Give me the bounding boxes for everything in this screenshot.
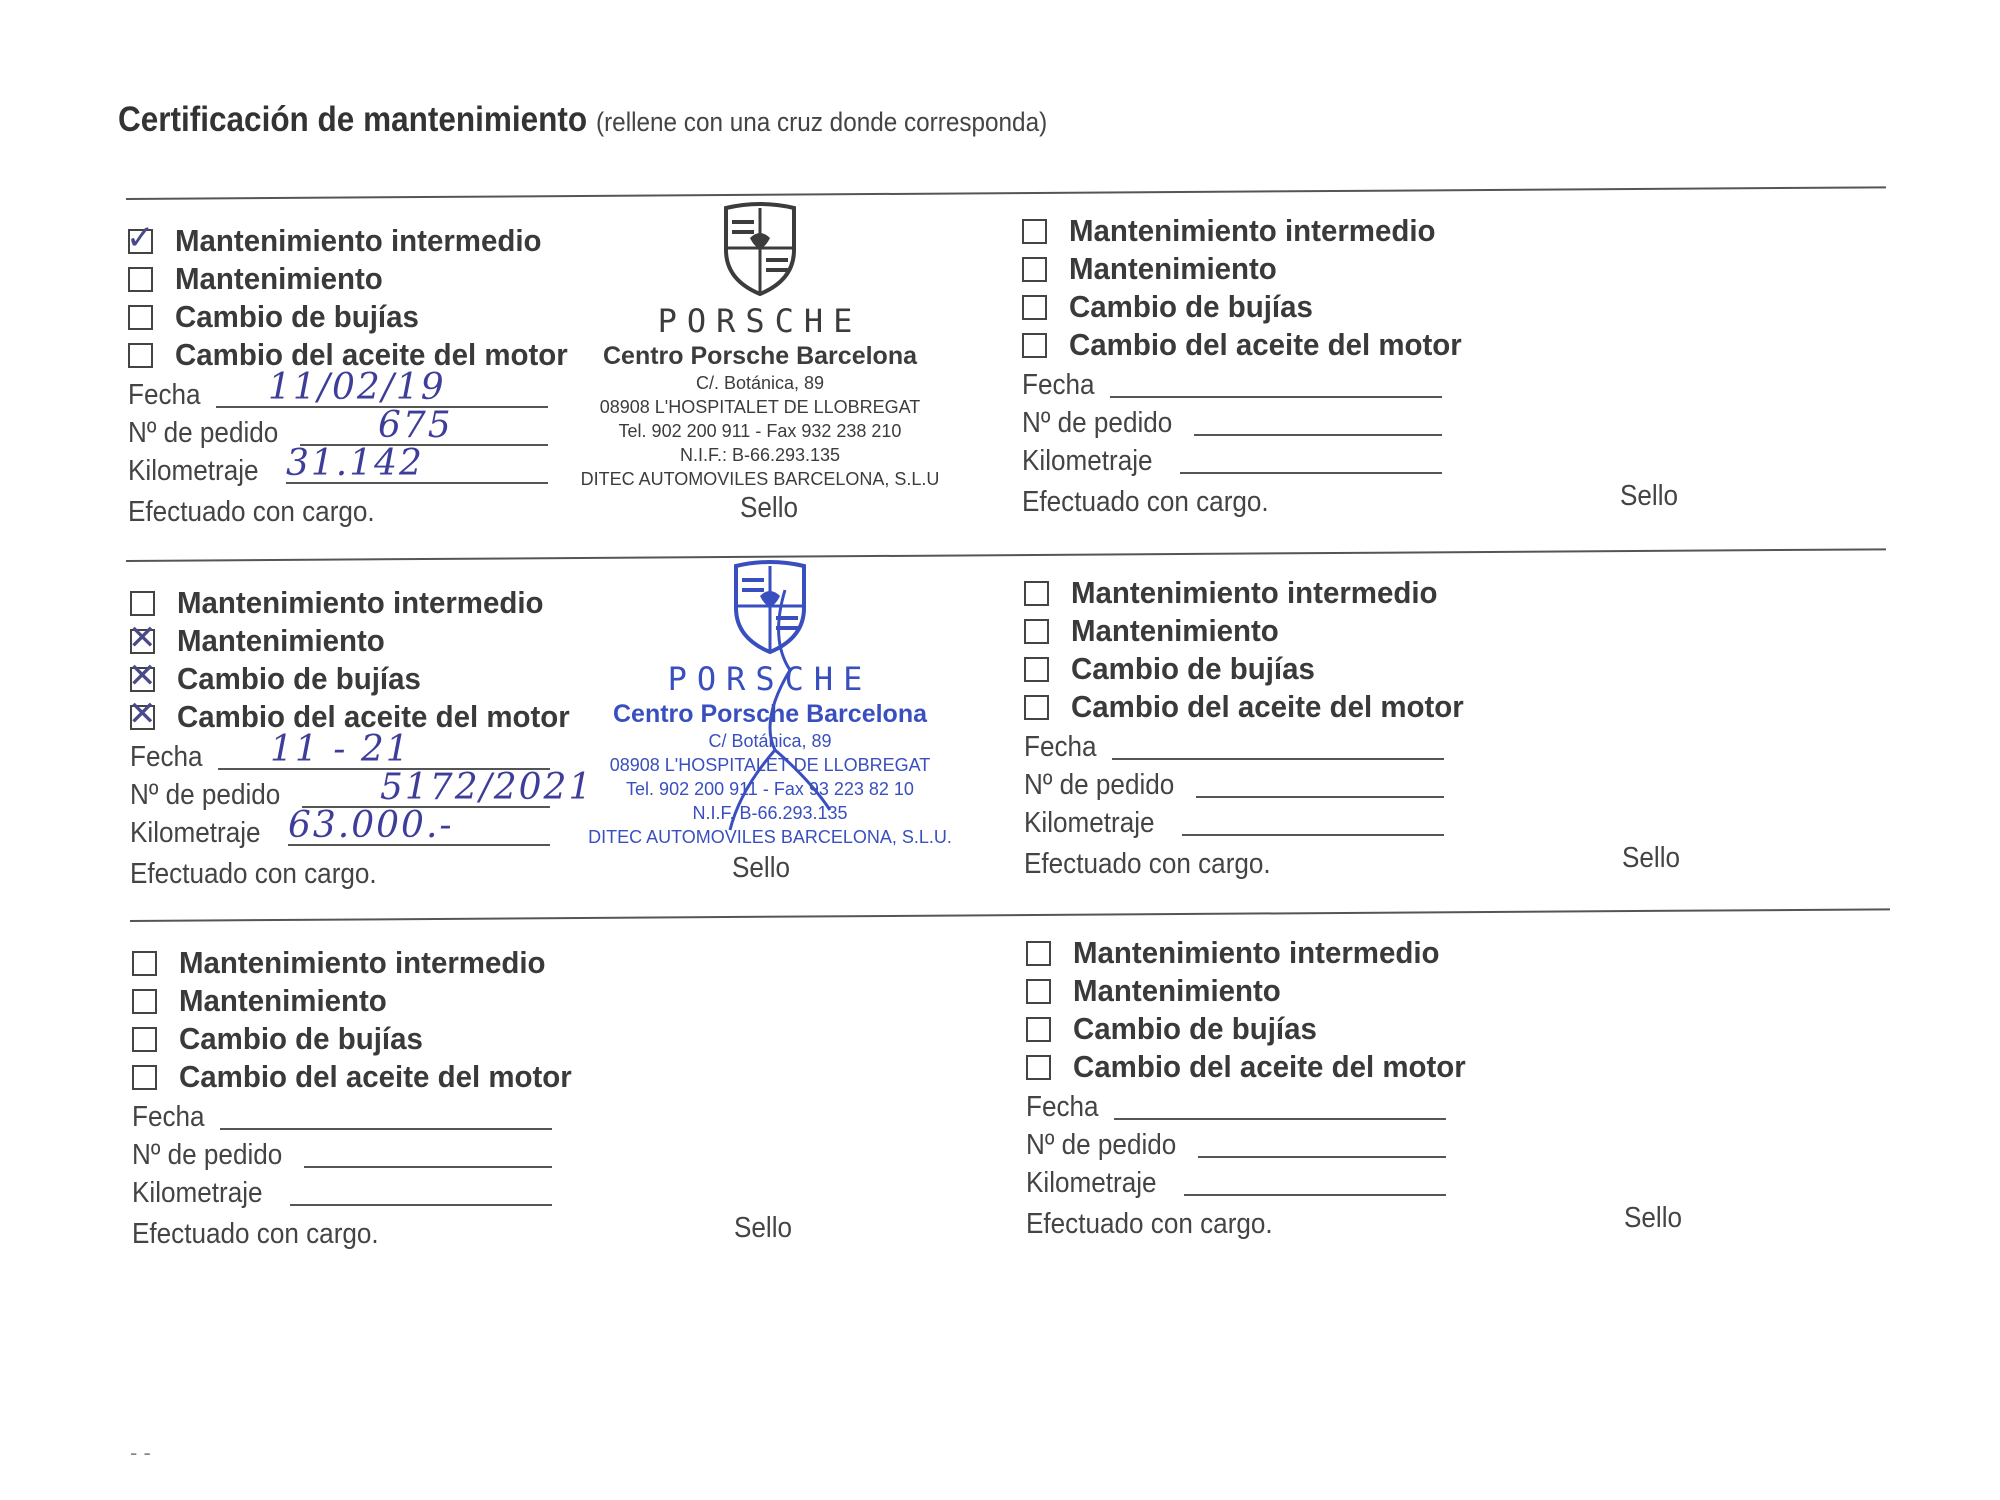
checkbox-label: Cambio del aceite del motor [177,699,570,734]
checkbox-label: Cambio del aceite del motor [1073,1049,1466,1084]
field-line-order-number[interactable] [304,1166,552,1168]
checkbox-label: Mantenimiento intermedio [175,223,542,258]
checkbox-intermediate-maintenance[interactable] [1024,581,1049,606]
checkbox-spark-plug-change[interactable] [128,305,153,330]
field-line-mileage[interactable] [1182,834,1444,836]
stamp-city: 08908 L'HOSPITALET DE LLOBREGAT [609,755,931,775]
checkbox-label: Mantenimiento [1069,251,1277,286]
carried-out-label: Efectuado con cargo. [1026,1208,1273,1240]
field-date [132,1096,552,1134]
checkbox-intermediate-maintenance[interactable] [126,217,155,258]
checkbox-label: Cambio del aceite del motor [175,337,568,372]
field-label-date: Fecha [1026,1091,1099,1123]
stamp-city: 08908 L'HOSPITALET DE LLOBREGAT [599,397,921,417]
checkbox-intermediate-maintenance[interactable] [1026,941,1051,966]
field-label-date: Fecha [130,741,203,773]
handwritten-date: 11 - 21 [270,729,411,770]
checkbox-label: Mantenimiento [1071,613,1279,648]
carried-out-label: Efectuado con cargo. [1024,848,1271,880]
field-label-mileage: Kilometraje [130,817,261,849]
checkbox-maintenance[interactable] [132,989,157,1014]
stamp-company: DITEC AUTOMOVILES BARCELONA, S.L.U. [588,827,952,847]
carried-out-label: Efectuado con cargo. [1022,486,1269,518]
checkbox-oil-change[interactable] [132,1065,157,1090]
checkbox-label: Mantenimiento [175,261,383,296]
checkbox-intermediate-maintenance[interactable] [1022,219,1047,244]
checkbox-intermediate-maintenance[interactable] [132,951,157,976]
handwritten-mileage: 63.000.- [288,805,454,846]
checkbox-label: Cambio de bujías [179,1021,423,1056]
stamp-area-label: Sello [732,852,791,884]
checkbox-row-maintenance [1026,972,1292,1010]
signature-scribble [700,580,840,840]
checkbox-label: Cambio de bujías [177,661,421,696]
title-main: Certificación de mantenimiento [118,100,588,139]
field-line-mileage[interactable] [290,1204,552,1206]
field-line-mileage[interactable] [1180,472,1442,474]
checkbox-row-spark-plug-change [128,298,432,336]
stamp-brand: PORSCHE [657,302,863,340]
carried-out-label: Efectuado con cargo. [128,496,375,528]
field-date [1024,726,1444,764]
stamp-center-name: Centro Porsche Barcelona [613,700,927,728]
stamp-area-label: Sello [734,1212,793,1244]
field-label-order-number: Nº de pedido [1024,769,1175,801]
handwritten-order-number: 675 [378,405,453,446]
checkbox-label: Mantenimiento intermedio [179,945,546,980]
carried-out-label: Efectuado con cargo. [132,1218,379,1250]
checkbox-oil-change[interactable] [128,693,157,734]
stamp-company: DITEC AUTOMOVILES BARCELONA, S.L.U [580,469,940,489]
checkbox-row-oil-change [132,1058,592,1096]
field-line-date[interactable] [220,1128,552,1130]
field-label-date: Fecha [1022,369,1095,401]
page-footer-mark: - - [130,1440,151,1465]
field-line-order-number[interactable] [1198,1156,1446,1158]
checkbox-row-intermediate-maintenance [1026,934,1459,972]
checkbox-row-spark-plug-change [1026,1010,1330,1048]
field-order-number [1024,764,1444,802]
checkbox-oil-change[interactable] [1024,695,1049,720]
checkbox-row-spark-plug-change [128,655,434,698]
checkbox-maintenance[interactable] [128,617,157,658]
field-mileage [128,443,548,488]
field-mileage [132,1172,552,1210]
checkbox-label: Cambio de bujías [175,299,419,334]
checkbox-label: Mantenimiento intermedio [1069,213,1436,248]
handwritten-mileage: 31.142 [286,443,424,484]
field-order-number [1026,1124,1446,1162]
stamp-brand: PORSCHE [667,660,873,698]
stamp-phone: Tel. 902 200 911 - Fax 932 238 210 [618,421,902,441]
checkbox-spark-plug-change[interactable] [1022,295,1047,320]
checkbox-row-oil-change [1024,688,1484,726]
field-label-order-number: Nº de pedido [1026,1129,1177,1161]
checkbox-maintenance[interactable] [128,267,153,292]
field-label-date: Fecha [128,379,201,411]
checkbox-row-intermediate-maintenance [1022,212,1455,250]
stamp-nif: N.I.F.: B-66.293.135 [679,445,841,465]
field-order-number [132,1134,552,1172]
checkbox-row-spark-plug-change [132,1020,436,1058]
handwritten-order-number: 5172/2021 [380,767,594,808]
field-label-mileage: Kilometraje [128,455,259,487]
field-line-order-number[interactable] [1194,434,1442,436]
checkbox-row-intermediate-maintenance [1024,574,1457,612]
handwritten-date: 11/02/19 [268,367,446,408]
check-mark-icon: ✕ [128,617,157,658]
checkbox-maintenance[interactable] [1022,257,1047,282]
stamp-area-label: Sello [1622,842,1681,874]
stamp-center-name: Centro Porsche Barcelona [603,342,917,370]
checkbox-row-oil-change [1026,1048,1486,1086]
checkbox-row-intermediate-maintenance [130,584,563,622]
checkbox-maintenance[interactable] [1026,979,1051,1004]
field-line-mileage[interactable] [1184,1194,1446,1196]
checkbox-label: Mantenimiento [179,983,387,1018]
checkbox-row-maintenance [128,260,394,298]
checkbox-spark-plug-change[interactable] [132,1027,157,1052]
checkbox-row-intermediate-maintenance [132,944,565,982]
checkbox-label: Mantenimiento intermedio [177,585,544,620]
carried-out-label: Efectuado con cargo. [130,858,377,890]
checkbox-label: Cambio del aceite del motor [1069,327,1462,362]
field-label-order-number: Nº de pedido [1022,407,1173,439]
checkbox-spark-plug-change[interactable] [128,655,157,696]
stamp-phone: Tel. 902 200 911 - Fax 93 223 82 10 [626,779,914,799]
maintenance-entry-2 [1012,212,1872,542]
checkbox-oil-change[interactable] [1022,333,1047,358]
field-line-order-number[interactable] [1196,796,1444,798]
stamp-area-label: Sello [740,492,799,524]
field-label-date: Fecha [1024,731,1097,763]
separator-top [126,186,1886,200]
field-line-date[interactable] [1110,396,1442,398]
field-mileage [1024,802,1444,840]
stamp-address: C/. Botánica, 89 [695,373,825,393]
check-mark-icon: ✕ [128,693,157,734]
checkbox-row-maintenance [128,617,396,660]
field-order-number [1022,402,1442,440]
field-mileage [1022,440,1442,478]
stamp-area-label: Sello [1624,1202,1683,1234]
field-date [128,367,548,412]
checkbox-row-spark-plug-change [1022,288,1326,326]
field-line-date[interactable] [1112,758,1444,760]
maintenance-entry-5 [122,944,982,1274]
checkbox-oil-change[interactable] [1026,1055,1051,1080]
field-label-date: Fecha [132,1101,205,1133]
checkbox-spark-plug-change[interactable] [1026,1017,1051,1042]
checkbox-label: Cambio de bujías [1069,289,1313,324]
field-label-mileage: Kilometraje [1024,807,1155,839]
checkbox-row-intermediate-maintenance [126,217,561,260]
checkbox-row-maintenance [1024,612,1290,650]
field-label-mileage: Kilometraje [1026,1167,1157,1199]
dealer-stamp-1 [550,200,970,491]
maintenance-entry-6 [1016,934,1876,1264]
check-mark-icon: ✓ [126,217,155,258]
field-mileage [130,805,550,850]
field-label-mileage: Kilometraje [132,1177,263,1209]
field-label-mileage: Kilometraje [1022,445,1153,477]
checkbox-oil-change[interactable] [128,343,153,368]
checkbox-spark-plug-change[interactable] [1024,657,1049,682]
title-instruction: (rellene con una cruz donde corresponda) [595,107,1047,137]
maintenance-entry-4 [1014,574,1874,904]
field-label-order-number: Nº de pedido [132,1139,283,1171]
checkbox-label: Mantenimiento intermedio [1071,575,1438,610]
field-mileage [1026,1162,1446,1200]
checkbox-label: Cambio de bujías [1071,651,1315,686]
field-label-order-number: Nº de pedido [128,417,279,449]
field-date [1022,364,1442,402]
checkbox-label: Mantenimiento intermedio [1073,935,1440,970]
checkbox-label: Mantenimiento [177,623,385,658]
stamp-nif: N.I.F. B-66.293.135 [692,803,848,823]
checkbox-row-spark-plug-change [1024,650,1328,688]
page-title [118,100,1097,140]
checkbox-row-maintenance [1022,250,1288,288]
checkbox-maintenance[interactable] [1024,619,1049,644]
checkbox-label: Mantenimiento [1073,973,1281,1008]
checkbox-label: Cambio del aceite del motor [179,1059,572,1094]
stamp-area-label: Sello [1620,480,1679,512]
checkbox-label: Cambio de bujías [1073,1011,1317,1046]
porsche-crest-icon [720,200,800,298]
checkbox-row-oil-change [1022,326,1482,364]
field-line-date[interactable] [1114,1118,1446,1120]
check-mark-icon: ✕ [128,655,157,696]
field-label-order-number: Nº de pedido [130,779,281,811]
checkbox-intermediate-maintenance[interactable] [130,591,155,616]
field-date [1026,1086,1446,1124]
checkbox-row-maintenance [132,982,398,1020]
checkbox-label: Cambio del aceite del motor [1071,689,1464,724]
stamp-address: C/ Botánica, 89 [708,731,832,751]
